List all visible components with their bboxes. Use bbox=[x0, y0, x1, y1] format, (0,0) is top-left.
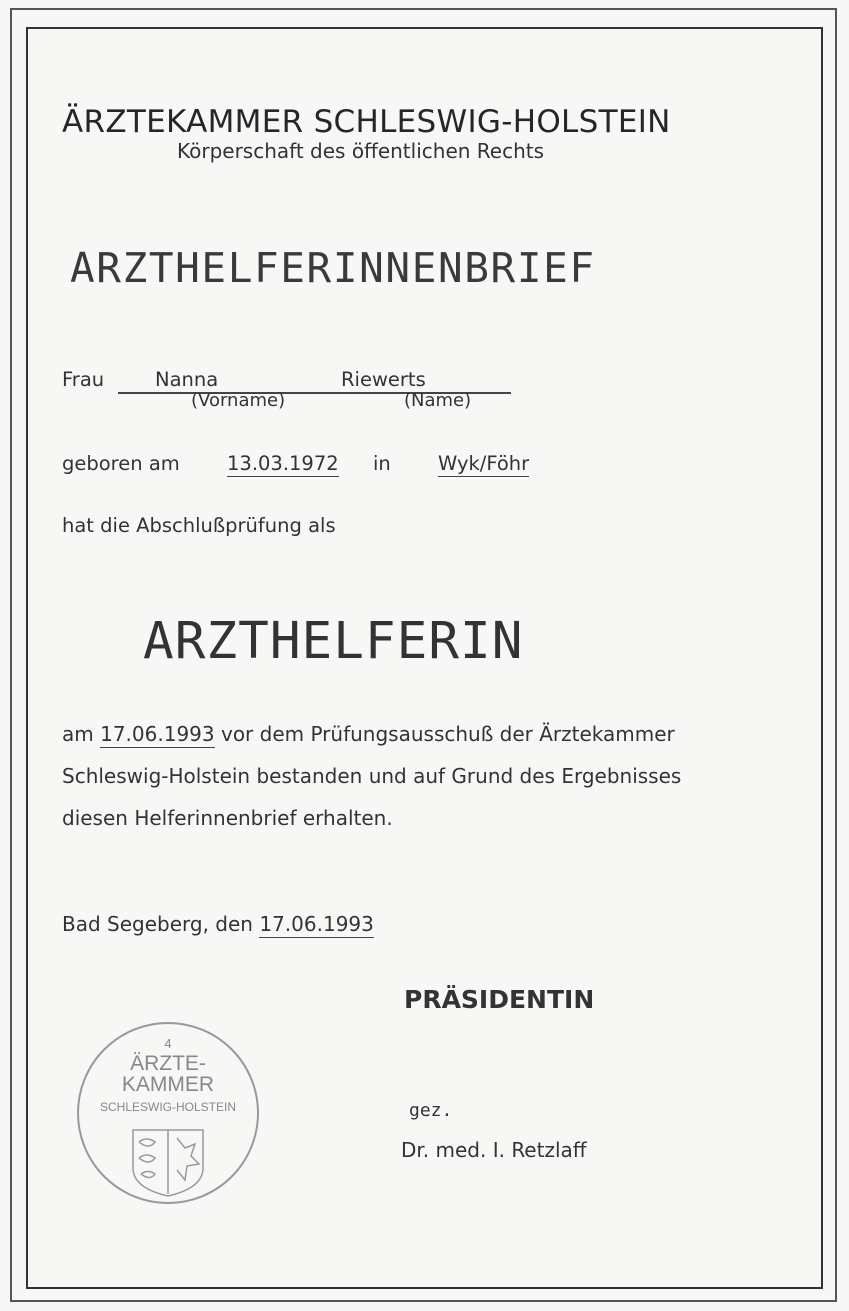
last-name-hint: (Name) bbox=[404, 390, 472, 411]
paragraph-line-2: Schleswig-Holstein bestanden und auf Grund des Ergebnisses bbox=[62, 764, 682, 788]
first-name: Nanna bbox=[155, 368, 219, 391]
salutation: Frau bbox=[62, 368, 105, 391]
gez-label: gez. bbox=[409, 1100, 453, 1121]
seal-number: 4 bbox=[164, 1036, 172, 1051]
birth-place bbox=[438, 452, 529, 475]
para-1-rest: vor dem Prüfungsausschuß der Ärztekammer bbox=[220, 722, 675, 746]
seal-line-1: ÄRZTE- bbox=[130, 1052, 206, 1075]
birth-place-value: Wyk/Föhr bbox=[438, 452, 530, 475]
seal-line-2: KAMMER bbox=[121, 1073, 215, 1096]
born-label: geboren am bbox=[62, 452, 180, 475]
organization-subtitle: Körperschaft des öffentlichen Rechts bbox=[177, 139, 545, 163]
organization-name: ÄRZTEKAMMER SCHLESWIG-HOLSTEIN bbox=[62, 104, 671, 140]
issue-date: 17.06.1993 bbox=[259, 912, 374, 936]
seal-line-3: SCHLESWIG-HOLSTEIN bbox=[99, 1100, 237, 1114]
place-prefix: Bad Segeberg, den bbox=[62, 912, 253, 936]
exam-intro: hat die Abschlußprüfung als bbox=[62, 514, 336, 537]
birth-date bbox=[227, 452, 339, 475]
paragraph-line-3: diesen Helferinnenbrief erhalten. bbox=[62, 806, 393, 830]
exam-date: 17.06.1993 bbox=[100, 722, 215, 746]
place-date bbox=[62, 912, 374, 936]
birth-date-value: 13.03.1972 bbox=[227, 452, 339, 475]
first-name-hint: (Vorname) bbox=[191, 390, 286, 411]
coat-of-arms-icon bbox=[133, 1130, 203, 1196]
signer-role: PRÄSIDENTIN bbox=[404, 985, 595, 1014]
document-title: ARZTHELFERINNENBRIEF bbox=[70, 244, 596, 292]
last-name: Riewerts bbox=[341, 368, 426, 391]
para-am: am bbox=[62, 722, 94, 746]
official-seal bbox=[73, 1018, 263, 1208]
paragraph-line-1 bbox=[62, 722, 675, 746]
profession-title: ARZTHELFERIN bbox=[143, 612, 524, 671]
signer-name: Dr. med. I. Retzlaff bbox=[401, 1138, 587, 1162]
in-label: in bbox=[373, 452, 391, 475]
